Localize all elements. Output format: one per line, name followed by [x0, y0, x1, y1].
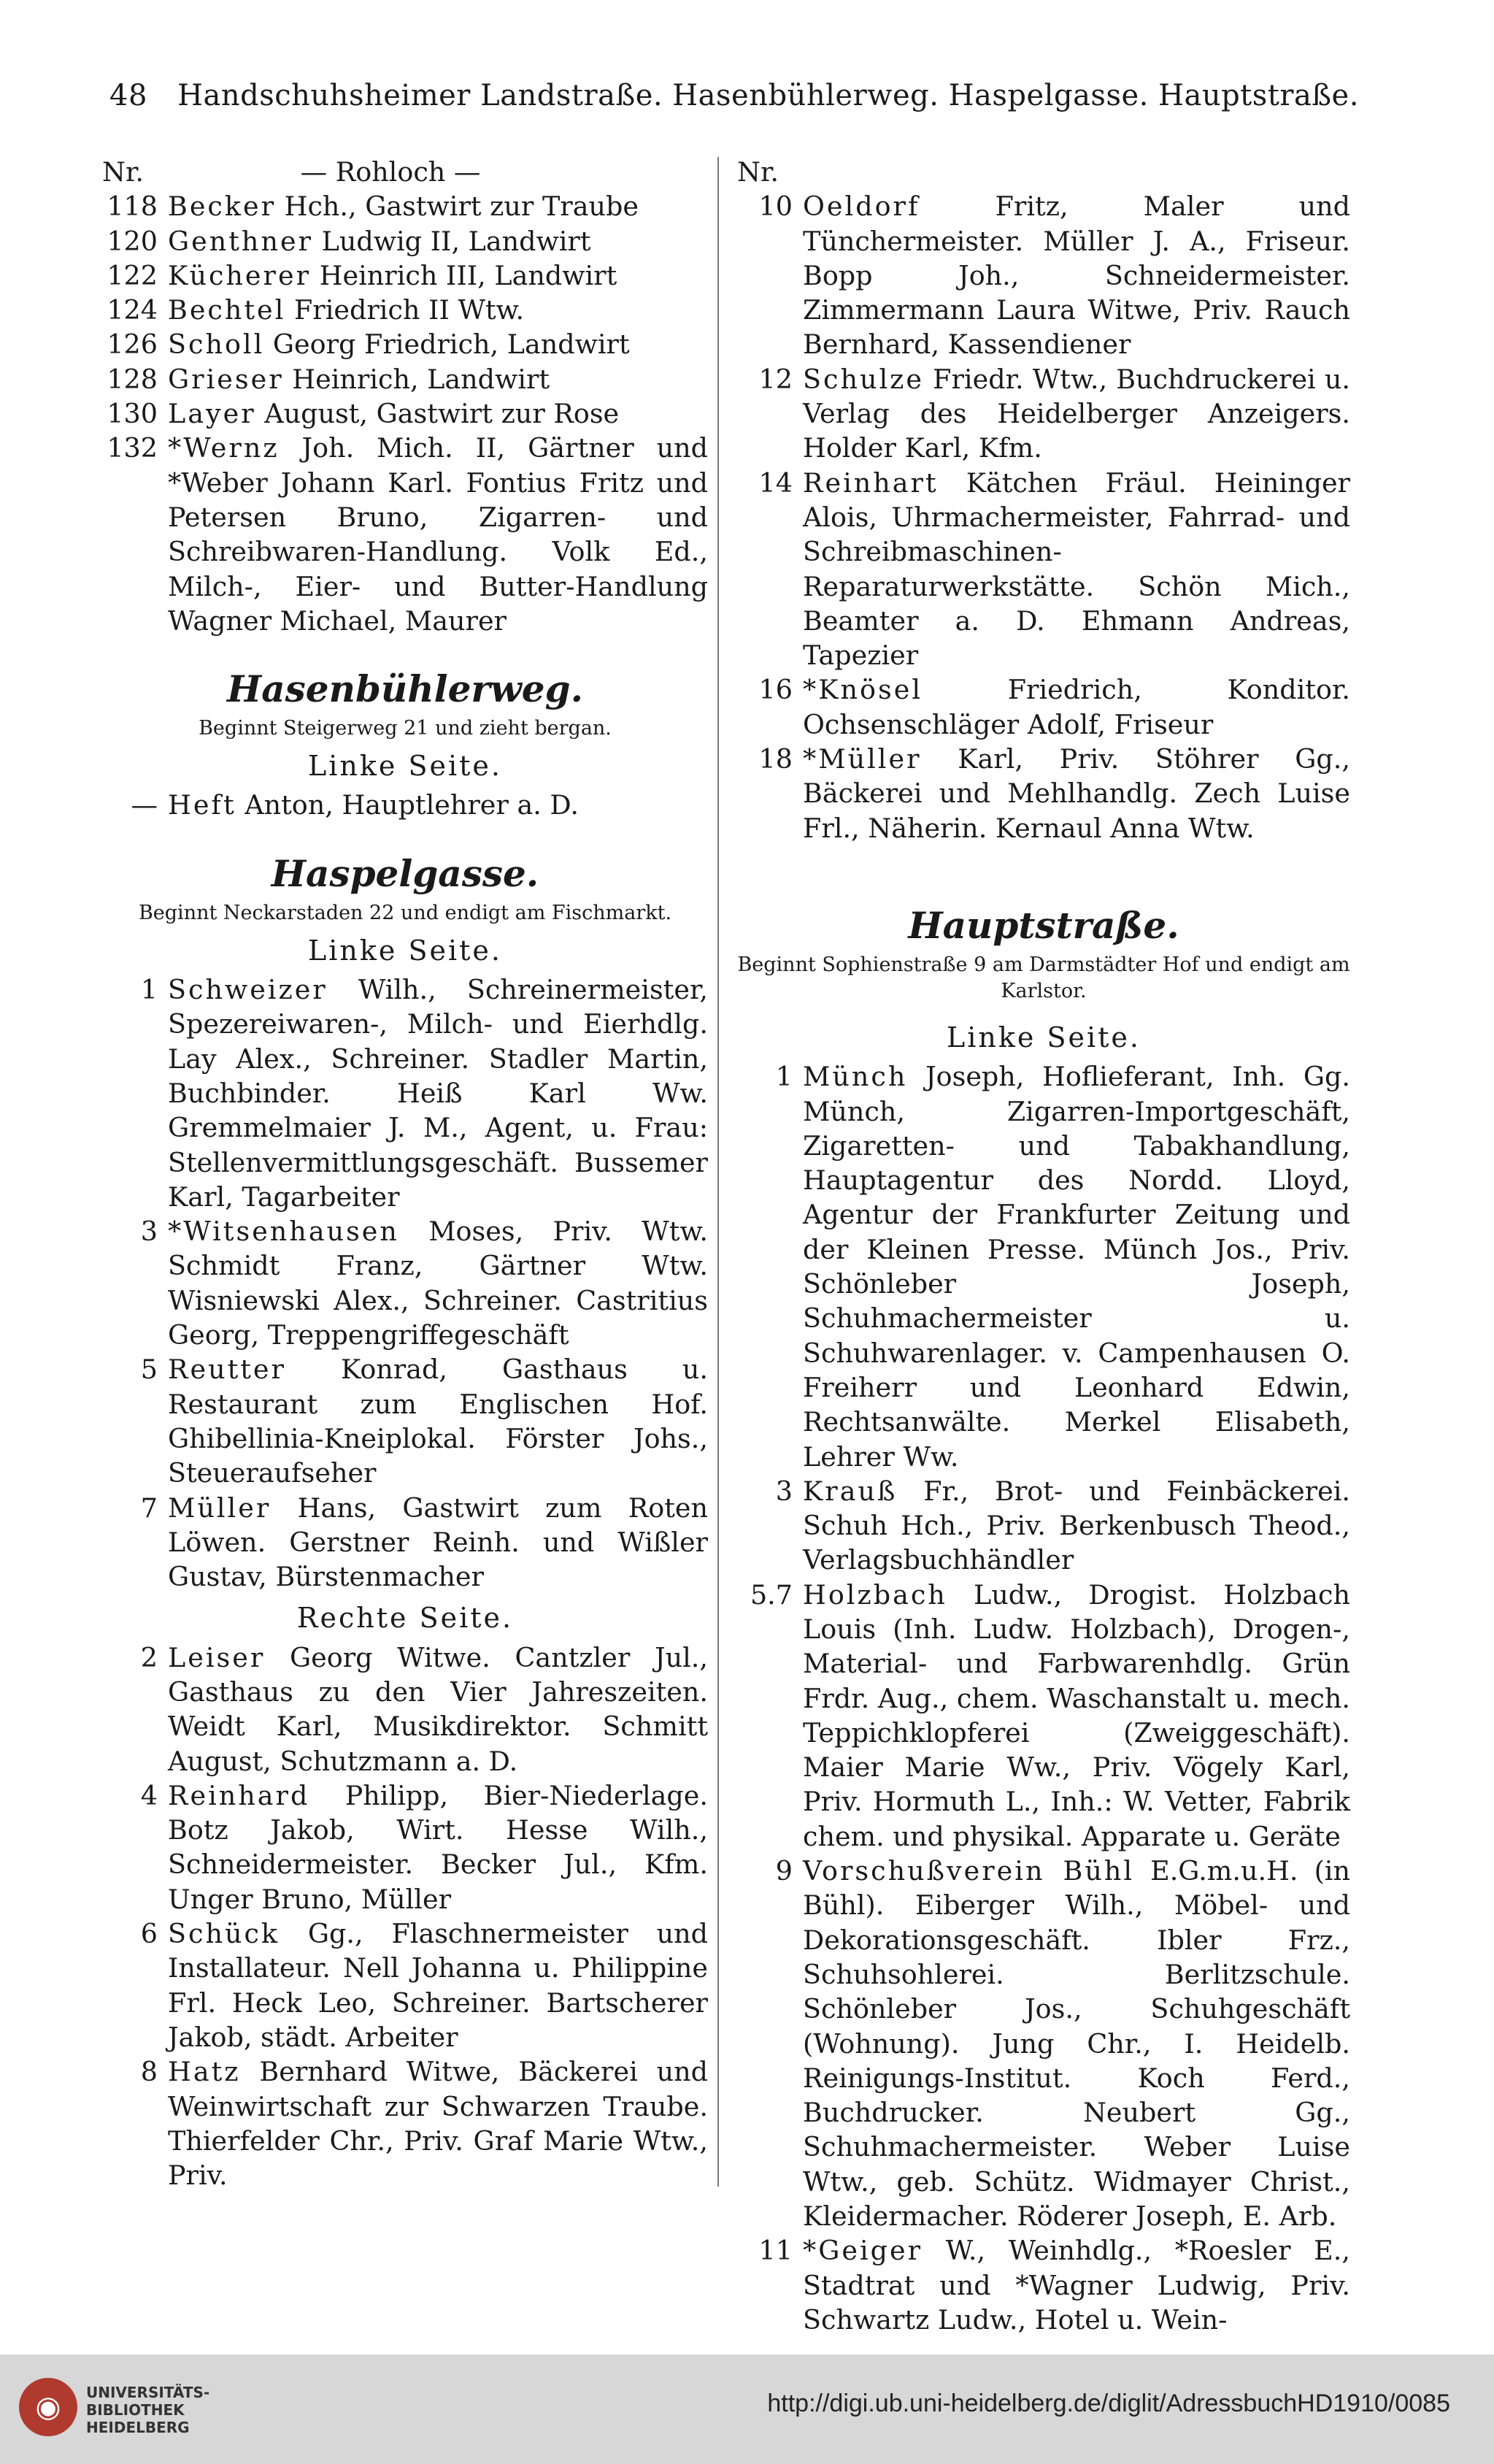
house-number: 9: [775, 1855, 793, 1887]
entry-name: Krauß: [803, 1475, 898, 1507]
entry-name: *Witsenhausen: [168, 1216, 399, 1248]
entry-text: [168, 362, 708, 396]
house-number: 1: [775, 1061, 793, 1093]
entry-detail: Fritz, Maler und Tünchermeister. Müller J. A., Friseur. Bopp Joh., Schneidermeister. Zimmermann Laura Witwe, Priv. Rauch Bernhard, Kassendiener: [803, 191, 1350, 361]
house-number: 120: [107, 225, 158, 257]
entry-detail: Konrad, Gasthaus u. Restaurant zum Englischen Hof. Ghibellinia-Kneiplokal. Förster Johs., Steueraufseher: [168, 1354, 708, 1489]
section-heading-rohloch: — Rohloch —: [300, 156, 481, 188]
entry-detail: Wilh., Schreinermeister, Spezereiwaren-, Milch- und Eierhdlg. Lay Alex., Schreiner. Stadler Martin, Buchbinder. Heiß Karl Ww. Gremmelmaier J. M., Agent, u. Frau: Stellenvermittlungsgeschäft. Bussemer Karl, Tagarbeiter: [168, 974, 708, 1213]
entry-name: Layer: [168, 398, 256, 430]
entry-text: [168, 2054, 708, 2192]
entry-name: Genthner: [168, 225, 313, 257]
entry-detail: Joh. Mich. II, Gärtner und *Weber Johann Karl. Fontius Fritz und Petersen Bruno, Zigarren- und Schreibwaren-Handlung. Volk Ed., Milch-, Eier- und Butter-Handlung Wagner Michael, Maurer: [168, 432, 708, 637]
entry-detail: Friedrich II Wtw.: [293, 294, 525, 326]
list-item: [737, 2233, 1350, 2337]
entry-text: [803, 1854, 1350, 2233]
entry-text: [168, 972, 708, 1214]
list-item: [102, 1640, 708, 1778]
entry-detail: Friedr. Wtw., Buchdruckerei u. Verlag des Heidelberger Anzeigers. Holder Karl, Kfm.: [803, 363, 1350, 464]
entry-detail: Karl, Priv. Stöhrer Gg., Bäckerei und Mehlhandlg. Zech Luise Frl., Näherin. Kernaul Anna Wtw.: [803, 743, 1351, 844]
list-item: [102, 1916, 708, 2054]
entry-detail: Joseph, Hoflieferant, Inh. Gg. Münch, Zigarren-Importgeschäft, Zigaretten- und Tabakhandlung, Hauptagentur des Nordd. Lloyd, Agentur der Frankfurter Zeitung und der Kleinen Presse. Münch Jos., Priv. Schönleber Joseph, Schuhmachermeister u. Schuhwarenlager. v. Campenhausen O. Freiherr und Leonhard Edwin, Rechtsanwälte. Merkel Elisabeth, Lehrer Ww.: [803, 1061, 1350, 1473]
entry-text: [168, 189, 708, 223]
entry-detail: August, Gastwirt zur Rose: [264, 398, 620, 430]
house-number: 3: [140, 1216, 158, 1248]
entry-detail: Kätchen Fräul. Heininger Alois, Uhrmachermeister, Fahrrad- und Schreibmaschinen-Reparaturwerkstätte. Schön Mich., Beamter a. D. Ehmann Andreas, Tapezier: [803, 467, 1351, 672]
entry-text: [803, 1474, 1350, 1578]
running-head: [109, 79, 1423, 112]
list-item: [737, 189, 1350, 361]
entry-text: [803, 1578, 1350, 1854]
house-number: 5.7: [750, 1578, 793, 1611]
entry-detail: Moses, Priv. Wtw. Schmidt Franz, Gärtner Wtw. Wisniewski Alex., Schreiner. Castritius Georg, Treppengriffegeschäft: [168, 1216, 708, 1351]
entry-detail: Fr., Brot- und Feinbäckerei. Schuh Hch., Priv. Berkenbusch Theod., Verlagsbuchhändler: [803, 1475, 1350, 1576]
house-number: 122: [107, 259, 158, 291]
house-number: —: [131, 789, 158, 821]
entry-text: [168, 1352, 708, 1490]
house-number: 7: [140, 1492, 158, 1524]
entry-name: Müller: [168, 1492, 272, 1524]
entry-name: Reinhard: [168, 1779, 310, 1811]
entry-name: Grieser: [168, 363, 284, 395]
entry-detail: Ludw., Drogist. Holzbach Louis (Inh. Ludw. Holzbach), Drogen-, Material- und Farbwarenhdlg. Grün Frdr. Aug., chem. Waschanstalt u. mech. Teppichklopferei (Zweiggeschäft). Maier Marie Ww., Priv. Vögely Karl, Priv. Hormuth L., Inh.: W. Vetter, Fabrik chem. und physikal. Apparate u. Geräte: [803, 1578, 1350, 1852]
side-heading-left: Linke Seite.: [308, 750, 502, 783]
entry-name: Bechtel: [168, 294, 286, 326]
side-heading-left: Linke Seite.: [947, 1021, 1141, 1053]
entry-name: *Wernz: [168, 432, 280, 464]
side-heading-right: Rechte Seite.: [296, 1602, 514, 1635]
house-number: 14: [758, 467, 793, 499]
house-number: 8: [140, 2056, 158, 2088]
house-number: 118: [107, 191, 158, 223]
house-number: 130: [107, 398, 158, 430]
right-column: [737, 155, 1350, 2337]
list-item: [102, 1778, 708, 1916]
entry-detail: W., Weinhdlg., *Roesler E., Stadtrat und *Wagner Ludwig, Priv. Schwartz Ludw., Hotel u. Wein-: [803, 2235, 1350, 2336]
nr-label: Nr.: [102, 156, 144, 188]
entry-name: *Müller: [803, 743, 922, 775]
entry-text: [168, 1778, 708, 1916]
entry-text: [168, 293, 708, 327]
entry-text: [803, 466, 1350, 673]
entry-name: Becker: [168, 191, 277, 223]
entry-name: Reutter: [168, 1354, 286, 1386]
page-title: Handschuhsheimer Landstraße. Hasenbühlerweg. Haspelgasse. Hauptstraße.: [177, 79, 1359, 112]
entry-detail: Heinrich III, Landwirt: [319, 259, 617, 291]
entry-text: [168, 431, 708, 638]
entry-name: Schück: [168, 1918, 280, 1950]
list-item: [102, 362, 708, 396]
entry-text: [803, 1059, 1350, 1474]
entry-detail: Gg., Flaschnermeister und Installateur. Nell Johanna u. Philippine Frl. Heck Leo, Schreiner. Bartscherer Jakob, städt. Arbeiter: [168, 1918, 708, 2053]
entry-text: [803, 742, 1350, 845]
entry-detail: Hch., Gastwirt zur Traube: [284, 191, 639, 223]
house-number: 11: [758, 2235, 793, 2267]
list-item: [737, 1474, 1350, 1578]
entry-text: [168, 788, 708, 822]
source-url-link[interactable]: http://digi.ub.uni-heidelberg.de/diglit/AdressbuchHD1910/0085: [767, 2390, 1450, 2417]
list-item: [102, 972, 708, 1214]
entry-detail: E.G.m.u.H. (in Bühl). Eiberger Wilh., Möbel- und Dekorationsgeschäft. Ibler Frz., Schuhsohlerei. Berlitzschule. Schönleber Jos., Schuhgeschäft (Wohnung). Jung Chr., I. Heidelb. Reinigungs-Institut. Koch Ferd., Buchdrucker. Neubert Gg., Schuhmachermeister. Weber Luise Wtw., geb. Schütz. Widmayer Christ., Kleidermacher. Röderer Joseph, E. Arb.: [803, 1855, 1350, 2233]
entry-detail: Ludwig II, Landwirt: [321, 225, 591, 257]
entry-name: Holzbach: [803, 1578, 947, 1611]
house-number: 2: [140, 1641, 158, 1673]
entry-text: [168, 396, 708, 431]
house-number: 16: [758, 674, 793, 706]
street-description: Beginnt Neckarstaden 22 und endigt am Fischmarkt.: [138, 901, 672, 924]
street-description: Beginnt Sophienstraße 9 am Darmstädter Hof und endigt am Karlstor.: [737, 953, 1350, 1002]
entry-detail: Philipp, Bier-Niederlage. Botz Jakob, Wirt. Hesse Wilh., Schneidermeister. Becker Jul., Kfm. Unger Bruno, Müller: [168, 1779, 708, 1915]
entry-text: [803, 189, 1350, 361]
entry-name: Heft: [168, 789, 236, 821]
entry-name: Oeldorf: [803, 191, 920, 223]
list-item: [737, 1059, 1350, 1474]
entry-detail: Anton, Hauptlehrer a. D.: [244, 789, 579, 821]
list-item: [102, 224, 708, 258]
house-number: 10: [758, 191, 793, 223]
entry-text: [803, 672, 1350, 742]
house-number: 18: [758, 743, 793, 775]
column-divider: [717, 157, 719, 2187]
entry-name: Hatz: [168, 2056, 241, 2088]
footer-bar: [0, 2354, 1494, 2464]
entry-name: Kücherer: [168, 259, 312, 291]
house-number: 126: [107, 329, 158, 361]
entry-text: [168, 1491, 708, 1594]
house-number: 1: [140, 974, 158, 1006]
nr-header: [737, 155, 1350, 189]
house-number: 128: [107, 363, 158, 395]
house-number: 4: [140, 1779, 158, 1811]
list-item: [102, 431, 708, 638]
list-item: [102, 1214, 708, 1352]
entry-text: [803, 362, 1350, 466]
library-seal-icon: ◉: [19, 2378, 77, 2436]
street-description: Beginnt Steigerweg 21 und zieht bergan.: [199, 717, 612, 740]
street-title-hauptstrasse: Hauptstraße.: [908, 903, 1179, 947]
street-title-hasenbuehlerweg: Hasenbühlerweg.: [227, 667, 583, 711]
house-number: 12: [758, 363, 793, 395]
house-number: 132: [107, 432, 158, 464]
list-item: [102, 2054, 708, 2192]
side-heading-left: Linke Seite.: [308, 934, 502, 967]
list-item: [737, 1854, 1350, 2233]
library-logo: [19, 2371, 210, 2451]
entry-text: [168, 258, 708, 293]
street-title-haspelgasse: Haspelgasse.: [271, 851, 539, 895]
entry-name: Schulze: [803, 363, 924, 395]
list-item: [737, 672, 1350, 742]
entry-detail: Hans, Gastwirt zum Roten Löwen. Gerstner Reinh. und Wißler Gustav, Bürstenmacher: [168, 1492, 708, 1593]
list-item: [102, 396, 708, 431]
entry-text: [168, 1640, 708, 1778]
list-item: [102, 258, 708, 293]
entry-text: [168, 1916, 708, 2054]
library-name: UNIVERSITÄTS- BIBLIOTHEK HEIDELBERG: [86, 2384, 210, 2436]
house-number: 6: [140, 1918, 158, 1950]
list-item: [102, 293, 708, 327]
left-column: [102, 155, 708, 2192]
house-number: 3: [775, 1475, 793, 1507]
entry-name: Scholl: [168, 329, 265, 361]
list-item: [737, 466, 1350, 673]
house-number: 5: [140, 1354, 158, 1386]
nr-label: Nr.: [737, 156, 779, 188]
entry-name: Reinhart: [803, 467, 939, 499]
nr-header: [102, 155, 708, 189]
entry-name: *Knösel: [803, 674, 923, 706]
list-item: [737, 742, 1350, 845]
list-item: [102, 1352, 708, 1490]
entry-text: [803, 2233, 1350, 2337]
entry-detail: Georg Friedrich, Landwirt: [272, 329, 630, 361]
entry-name: Schweizer: [168, 974, 328, 1006]
entry-name: *Geiger: [803, 2235, 923, 2267]
entry-text: [168, 1214, 708, 1352]
list-item: [102, 1491, 708, 1594]
list-item: [737, 1578, 1350, 1854]
list-item: [102, 327, 708, 361]
entry-name: Münch: [803, 1061, 908, 1093]
entry-name: Leiser: [168, 1641, 266, 1673]
list-item: [102, 189, 708, 223]
entry-detail: Georg Witwe. Cantzler Jul., Gasthaus zu den Vier Jahreszeiten. Weidt Karl, Musikdirektor. Schmitt August, Schutzmann a. D.: [168, 1641, 708, 1777]
entry-detail: Bernhard Witwe, Bäckerei und Weinwirtschaft zur Schwarzen Traube. Thierfelder Chr., Priv. Graf Marie Wtw., Priv.: [168, 2056, 708, 2192]
entry-detail: Friedrich, Konditor. Ochsenschläger Adolf, Friseur: [803, 674, 1350, 740]
entry-detail: Heinrich, Landwirt: [292, 363, 550, 395]
entry-text: [168, 224, 708, 258]
page-number: 48: [109, 79, 147, 112]
entry-name: Vorschußverein Bühl: [803, 1855, 1135, 1887]
entry-text: [168, 327, 708, 361]
list-item: [102, 788, 708, 822]
house-number: 124: [107, 294, 158, 326]
list-item: [737, 362, 1350, 466]
